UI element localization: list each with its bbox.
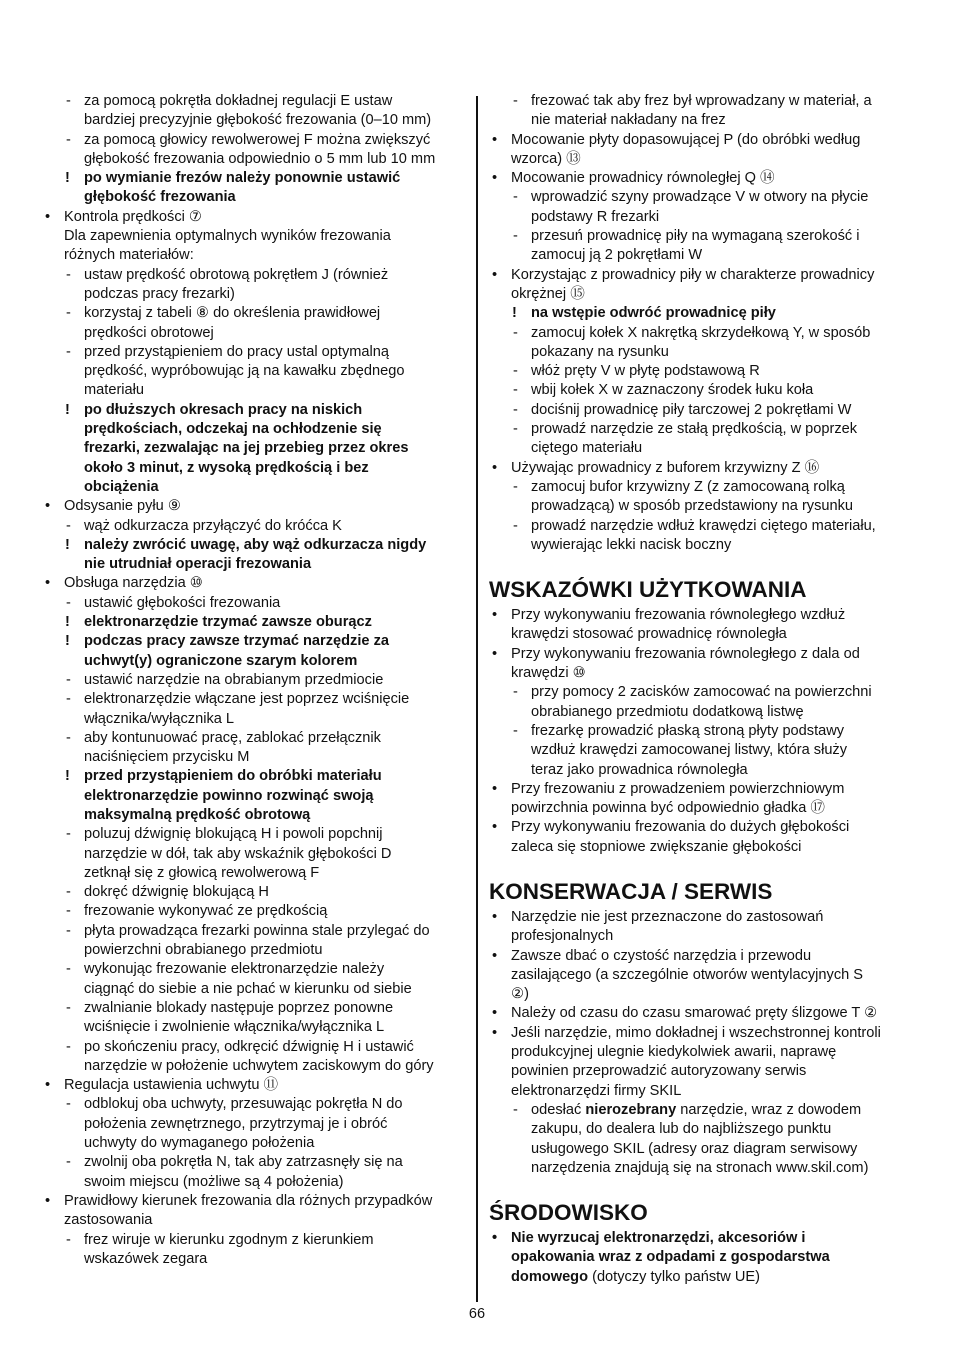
dash-marker: - bbox=[66, 961, 71, 978]
text-run: podstawy R frezarki bbox=[531, 208, 660, 225]
text-line bbox=[42, 748, 466, 767]
text-run: usługowego SKIL (adresy oraz diagram serwisowy bbox=[531, 1140, 858, 1157]
text-line bbox=[489, 703, 917, 722]
text-line bbox=[42, 690, 466, 709]
text-run: włóż pręty V w płytę podstawową R bbox=[531, 363, 760, 380]
text-run: prędkość, wypróbowując ją na kawałku zbędnego bbox=[84, 363, 405, 380]
text-run: uchwyt(y) ograniczone szarym kolorem bbox=[84, 652, 358, 669]
text-run: naciśnięciem przycisku M bbox=[84, 749, 250, 766]
text-run: narzędzie w położenie uchwytem zaciskowym do góry bbox=[84, 1057, 434, 1074]
bullet-marker: • bbox=[45, 1077, 51, 1094]
right-column bbox=[489, 92, 917, 1287]
text-line bbox=[42, 131, 466, 150]
text-line bbox=[489, 246, 917, 265]
text-run: zamocuj bufor krzywizny Z (z zamocowaną rolką bbox=[531, 478, 845, 495]
warning-marker: ! bbox=[512, 305, 517, 322]
page-number: 66 bbox=[468, 1306, 486, 1322]
text-line bbox=[489, 1024, 917, 1043]
text-line bbox=[42, 1076, 466, 1095]
text-run: frez wiruje w kierunku zgodnym z kierunkiem bbox=[84, 1231, 374, 1248]
text-run: poluzuj dźwignię blokującą H i powoli popchnij bbox=[84, 826, 383, 843]
text-run: zakupu, do dealera lub do najbliższego punktu bbox=[531, 1121, 832, 1138]
dash-marker: - bbox=[66, 1038, 71, 1055]
dash-marker: - bbox=[513, 1101, 518, 1118]
text-line bbox=[489, 169, 917, 188]
text-run: pokazany na rysunku bbox=[531, 343, 669, 360]
text-run: obrabianego przedmiotu dodatkową listwę bbox=[531, 703, 804, 720]
text-line bbox=[42, 1153, 466, 1172]
text-line bbox=[42, 343, 466, 362]
text-line bbox=[42, 381, 466, 400]
text-run: okrężnej ⑮ bbox=[511, 285, 585, 302]
text-line bbox=[489, 606, 917, 625]
dash-marker: - bbox=[513, 401, 518, 418]
bullet-marker: • bbox=[45, 575, 51, 592]
text-line bbox=[42, 1095, 466, 1114]
text-run: Jeśli narzędzie, mimo dokładnej i wszechstronnej kontroli bbox=[511, 1024, 881, 1041]
dash-marker: - bbox=[513, 684, 518, 701]
text-line bbox=[42, 1231, 466, 1250]
bullet-marker: • bbox=[492, 1024, 498, 1041]
text-run: odesłać bbox=[531, 1101, 586, 1118]
text-line bbox=[42, 1115, 466, 1134]
text-line bbox=[489, 741, 917, 760]
warning-marker: ! bbox=[65, 768, 70, 785]
text-run: produkcyjnej ulegnie kiedykolwiek awarii, naprawę bbox=[511, 1044, 837, 1061]
text-line bbox=[489, 324, 917, 343]
text-run: przed przystąpieniem do obróbki materiału bbox=[84, 768, 382, 785]
text-run: ciętego materiału bbox=[531, 440, 643, 457]
text-run: Kontrola prędkości ⑦ bbox=[64, 208, 203, 225]
text-line bbox=[42, 1211, 466, 1230]
text-run: prędkości obrotowej bbox=[84, 324, 214, 341]
text-run: swoim miejscu (możliwe są 4 położenia) bbox=[84, 1173, 344, 1190]
text-run: krawędzi stosować prowadnicę równoległa bbox=[511, 626, 787, 643]
text-line bbox=[489, 1101, 917, 1120]
text-line bbox=[42, 960, 466, 979]
text-line bbox=[42, 632, 466, 651]
bullet-marker: • bbox=[45, 1192, 51, 1209]
text-run: wskazówek zegara bbox=[84, 1250, 208, 1267]
text-run: prędkościach, odczekaj na ochłodzenie się bbox=[84, 421, 382, 438]
text-run: prowadź narzędzie wdłuż krawędzi ciętego materiału, bbox=[531, 517, 876, 534]
dash-marker: - bbox=[66, 517, 71, 534]
bullet-marker: • bbox=[492, 908, 498, 925]
warning-marker: ! bbox=[65, 633, 70, 650]
text-run: ustaw prędkość obrotową pokrętłem J (również bbox=[84, 266, 389, 283]
text-run: po dłuższych okresach pracy na niskich bbox=[84, 401, 363, 418]
text-run: wąż odkurzacza przyłączyć do króćca K bbox=[84, 517, 342, 534]
text-line bbox=[42, 1038, 466, 1057]
text-run: zwolnij oba pokrętła N, tak aby zatrzasnęły się na bbox=[84, 1154, 403, 1171]
dash-marker: - bbox=[66, 1231, 71, 1248]
dash-marker: - bbox=[66, 131, 71, 148]
section-heading: ŚRODOWISKO bbox=[489, 1200, 648, 1226]
text-line bbox=[489, 761, 917, 780]
text-run: podczas pracy zawsze trzymać narzędzie za bbox=[84, 633, 389, 650]
text-line bbox=[489, 478, 917, 497]
text-line bbox=[42, 555, 466, 574]
text-run: płyta prowadząca frezarki powinna stale przylegać do bbox=[84, 922, 430, 939]
text-line bbox=[42, 459, 466, 478]
text-run: maksymalną prędkość obrotową bbox=[84, 806, 311, 823]
text-line bbox=[42, 594, 466, 613]
text-line bbox=[489, 1248, 917, 1267]
text-line bbox=[489, 420, 917, 439]
bullet-marker: • bbox=[492, 780, 498, 797]
bullet-marker: • bbox=[492, 266, 498, 283]
text-line bbox=[489, 131, 917, 150]
bullet-marker: • bbox=[492, 131, 498, 148]
text-run: powirzchnia powinna być odpowiednio gładka ⑰ bbox=[511, 800, 825, 817]
text-run: Używając prowadnicy z buforem krzywizny Z ⑯ bbox=[511, 459, 820, 476]
text-line bbox=[489, 517, 917, 536]
text-line bbox=[489, 838, 917, 857]
text-line bbox=[42, 1018, 466, 1037]
text-run: Mocowanie prowadnicy równoległej Q ⑭ bbox=[511, 170, 775, 187]
text-line bbox=[42, 902, 466, 921]
text-run: położenia zewnętrznego, przytrzymaj je i obróć bbox=[84, 1115, 388, 1132]
text-line bbox=[42, 536, 466, 555]
text-run: prowadź narzędzie ze stałą prędkością, w poprzek bbox=[531, 421, 858, 438]
warning-marker: ! bbox=[65, 614, 70, 631]
text-run: elektronarzędzie włączane jest poprzez wciśnięcie bbox=[84, 691, 410, 708]
text-line bbox=[42, 208, 466, 227]
dash-marker: - bbox=[513, 189, 518, 206]
dash-marker: - bbox=[66, 594, 71, 611]
text-line bbox=[489, 227, 917, 246]
text-run: zamocuj kołek X nakrętką skrzydełkową Y, w sposób bbox=[531, 324, 871, 341]
text-line bbox=[489, 799, 917, 818]
text-run: nie materiał nakładany na frez bbox=[531, 112, 726, 129]
section-heading: WSKAZÓWKI UŻYTKOWANIA bbox=[489, 577, 807, 603]
text-line bbox=[489, 150, 917, 169]
text-line bbox=[489, 266, 917, 285]
text-run: elektronarzędzie trzymać zawsze oburącz bbox=[84, 614, 372, 631]
text-line bbox=[42, 246, 466, 265]
text-line bbox=[42, 111, 466, 130]
text-run: za pomocą pokrętła dokładnej regulacji E ustaw bbox=[84, 93, 393, 109]
text-line bbox=[42, 497, 466, 516]
text-line bbox=[42, 439, 466, 458]
dash-marker: - bbox=[66, 903, 71, 920]
text-line bbox=[42, 401, 466, 420]
text-line bbox=[489, 985, 917, 1004]
bullet-marker: • bbox=[492, 170, 498, 187]
text-line bbox=[489, 536, 917, 555]
dash-marker: - bbox=[513, 517, 518, 534]
text-run: Zawsze dbać o czystość narzędzia i przewodu bbox=[511, 947, 812, 964]
text-run: Nie wyrzucaj elektronarzędzi, akcesoriów i bbox=[511, 1230, 806, 1247]
text-line bbox=[42, 227, 466, 246]
dash-marker: - bbox=[513, 382, 518, 399]
text-line bbox=[42, 1250, 466, 1269]
text-run: zaleca się stopniowe zwiększanie głębokości bbox=[511, 838, 802, 855]
bullet-marker: • bbox=[492, 607, 498, 624]
text-line bbox=[489, 780, 917, 799]
text-run: wzorca) ⑬ bbox=[511, 150, 581, 167]
text-run: elektronarzędzie powinno rozwinąć swoją bbox=[84, 787, 374, 804]
text-run: należy zwrócić uwagę, aby wąż odkurzacza nigdy bbox=[84, 536, 427, 553]
column-divider bbox=[476, 96, 478, 1302]
text-line bbox=[489, 625, 917, 644]
text-run: Przy wykonywaniu frezowania równoległego z dala od bbox=[511, 645, 860, 662]
text-run: ustawić głębokości frezowania bbox=[84, 594, 281, 611]
text-run: odblokuj oba uchwyty, przesuwając pokrętła N do bbox=[84, 1096, 403, 1113]
text-line bbox=[489, 664, 917, 683]
text-line bbox=[42, 845, 466, 864]
text-line bbox=[42, 324, 466, 343]
text-line bbox=[489, 722, 917, 741]
text-line bbox=[42, 362, 466, 381]
text-line bbox=[489, 1043, 917, 1062]
text-line bbox=[42, 999, 466, 1018]
dash-marker: - bbox=[66, 1154, 71, 1171]
text-line bbox=[42, 613, 466, 632]
text-run: włącznika/wyłącznika L bbox=[84, 710, 235, 727]
text-run: Odsysanie pyłu ⑨ bbox=[64, 498, 181, 515]
text-line bbox=[489, 1229, 917, 1248]
text-run: elektronarzędzi firmy SKIL bbox=[511, 1082, 682, 1099]
bullet-marker: • bbox=[45, 208, 51, 225]
dash-marker: - bbox=[66, 729, 71, 746]
text-run: zastosowania bbox=[64, 1212, 153, 1229]
left-column bbox=[42, 92, 466, 1269]
text-run: dokręć dźwignię blokującą H bbox=[84, 884, 269, 901]
text-run: przesuń prowadnicę piły na wymaganą szerokość i bbox=[531, 228, 860, 245]
bold-text-run: domowego bbox=[511, 1268, 589, 1285]
text-line bbox=[489, 966, 917, 985]
dash-marker: - bbox=[66, 343, 71, 360]
text-line bbox=[42, 1134, 466, 1153]
text-run: około 3 minut, z wysoką prędkością i bez bbox=[84, 459, 369, 476]
text-run: narzędzie w dół, tak aby wskaźnik głębokości D bbox=[84, 845, 392, 862]
text-line bbox=[489, 927, 917, 946]
text-run: materiału bbox=[84, 382, 145, 399]
text-line bbox=[489, 908, 917, 927]
warning-marker: ! bbox=[65, 401, 70, 418]
warning-marker: ! bbox=[65, 170, 70, 187]
section-heading: KONSERWACJA / SERWIS bbox=[489, 878, 773, 904]
text-run: wykonując frezowanie elektronarzędzie należy bbox=[84, 961, 385, 978]
text-run: podczas pracy frezarki) bbox=[84, 285, 235, 302]
dash-marker: - bbox=[66, 826, 71, 843]
text-run: przy pomocy 2 zacisków zamocować na powierzchni bbox=[531, 684, 872, 701]
text-line bbox=[489, 1159, 917, 1178]
bullet-marker: • bbox=[492, 459, 498, 476]
text-line bbox=[489, 285, 917, 304]
text-run: Regulacja ustawienia uchwytu ⑪ bbox=[64, 1077, 279, 1094]
text-line bbox=[42, 825, 466, 844]
dash-marker: - bbox=[513, 478, 518, 495]
dash-marker: - bbox=[66, 671, 71, 688]
text-run: dociśnij prowadnicę piły tarczowej 2 pokrętłami W bbox=[531, 401, 852, 418]
text-line bbox=[489, 645, 917, 664]
text-line bbox=[489, 362, 917, 381]
text-run: frezarkę prowadzić płaską stroną płyty podstawy bbox=[531, 722, 845, 739]
text-line bbox=[42, 169, 466, 188]
text-run: za pomocą głowicy rewolwerowej F można zwiększyć bbox=[84, 131, 431, 148]
text-run: powinien przeprowadzić autoryzowany serwis bbox=[511, 1063, 807, 1080]
dash-marker: - bbox=[513, 228, 518, 245]
text-line bbox=[42, 188, 466, 207]
text-run: nie utrudniał operacji frezowania bbox=[84, 556, 312, 573]
text-line bbox=[42, 922, 466, 941]
text-line bbox=[489, 1004, 917, 1023]
text-line bbox=[42, 517, 466, 536]
text-line bbox=[42, 478, 466, 497]
text-run: na wstępie odwróć prowadnicę piły bbox=[531, 305, 776, 322]
text-line bbox=[489, 459, 917, 478]
text-run: po wymianie frezów należy ponownie ustawić bbox=[84, 170, 401, 187]
text-run: głębokość frezowania bbox=[84, 189, 236, 206]
dash-marker: - bbox=[66, 93, 71, 109]
text-line bbox=[489, 497, 917, 516]
text-run: Narzędzie nie jest przeznaczone do zastosowań bbox=[511, 908, 824, 925]
text-run: frezować tak aby frez był wprowadzany w materiał, a bbox=[531, 93, 872, 109]
dash-marker: - bbox=[513, 421, 518, 438]
text-run: po skończeniu pracy, odkręcić dźwignię H i ustawić bbox=[84, 1038, 414, 1055]
text-run: wprowadzić szyny prowadzące V w otwory na płycie bbox=[531, 189, 869, 206]
dash-marker: - bbox=[513, 722, 518, 739]
text-line bbox=[489, 818, 917, 837]
dash-marker: - bbox=[66, 922, 71, 939]
bullet-marker: • bbox=[492, 645, 498, 662]
dash-marker: - bbox=[66, 884, 71, 901]
text-run: prowadzącą) w sposób przedstawiony na rysunku bbox=[531, 498, 854, 515]
text-run: aby kontunuować pracę, zablokać przełącznik bbox=[84, 729, 381, 746]
text-line bbox=[489, 1120, 917, 1139]
text-line bbox=[489, 1268, 917, 1287]
warning-marker: ! bbox=[65, 536, 70, 553]
text-run: Dla zapewnienia optymalnych wyników frezowania bbox=[64, 228, 391, 245]
text-run: profesjonalnych bbox=[511, 928, 614, 945]
text-line bbox=[42, 767, 466, 786]
text-run: Przy frezowaniu z prowadzeniem powierzchniowym bbox=[511, 780, 845, 797]
text-line bbox=[42, 671, 466, 690]
text-line bbox=[42, 420, 466, 439]
text-line bbox=[42, 710, 466, 729]
text-run: zamocuj ją 2 pokrętłami W bbox=[531, 247, 703, 264]
text-run: obciążenia bbox=[84, 478, 159, 495]
text-line bbox=[489, 111, 917, 130]
text-run: wywierając lekki nacisk boczny bbox=[531, 536, 732, 553]
text-line bbox=[42, 806, 466, 825]
text-run: głębokość frezowania odpowiednio o 5 mm lub 10 mm bbox=[84, 150, 436, 167]
text-run: zasilającego (a szczególnie otworów wentylacyjnych S bbox=[511, 966, 864, 983]
text-line bbox=[42, 1173, 466, 1192]
text-run: Mocowanie płyty dopasowującej P (do obróbki według bbox=[511, 131, 861, 148]
text-line bbox=[489, 381, 917, 400]
text-line bbox=[489, 439, 917, 458]
text-line bbox=[42, 150, 466, 169]
text-line bbox=[42, 787, 466, 806]
text-run: (dotyczy tylko państw UE) bbox=[588, 1268, 760, 1285]
dash-marker: - bbox=[66, 1096, 71, 1113]
text-line bbox=[489, 1062, 917, 1081]
text-run: opakowania wraz z odpadami z gospodarstwa bbox=[511, 1249, 830, 1266]
text-line bbox=[42, 285, 466, 304]
dash-marker: - bbox=[66, 266, 71, 283]
text-line bbox=[42, 1192, 466, 1211]
text-line bbox=[489, 947, 917, 966]
text-run: wzdłuż krawędzi zamocowanej listwy, która służy bbox=[531, 742, 848, 759]
text-run: wbij kołek X w zaznaczony środek łuku koła bbox=[531, 382, 814, 399]
text-run: zwalnianie blokady następuje poprzez ponowne bbox=[84, 999, 394, 1016]
text-line bbox=[42, 1057, 466, 1076]
text-run: Przy wykonywaniu frezowania równoległego wzdłuż bbox=[511, 607, 846, 624]
text-run: ustawić narzędzie na obrabianym przedmiocie bbox=[84, 671, 384, 688]
text-run: krawędzi ⑩ bbox=[511, 665, 586, 682]
text-line bbox=[489, 401, 917, 420]
text-run: ②) bbox=[511, 986, 529, 1003]
text-line bbox=[42, 304, 466, 323]
text-line bbox=[42, 941, 466, 960]
text-run: różnych materiałów: bbox=[64, 247, 194, 264]
text-line bbox=[489, 92, 917, 111]
bullet-marker: • bbox=[45, 498, 51, 515]
dash-marker: - bbox=[513, 93, 518, 109]
text-run: przed przystąpieniem do pracy ustal optymalną bbox=[84, 343, 390, 360]
text-run: Korzystając z prowadnicy piły w charakterze prowadnicy bbox=[511, 266, 875, 283]
bullet-marker: • bbox=[492, 1230, 498, 1247]
text-run: uchwyty do wymaganego położenia bbox=[84, 1135, 315, 1152]
text-line bbox=[42, 980, 466, 999]
text-line bbox=[489, 188, 917, 207]
text-line bbox=[42, 652, 466, 671]
text-run: teraz jako prowadnica równoległa bbox=[531, 761, 748, 778]
text-line bbox=[42, 729, 466, 748]
text-run: powierzchni obrabianego przedmiotu bbox=[84, 942, 323, 959]
text-run: Obsługa narzędzia ⑩ bbox=[64, 575, 203, 592]
dash-marker: - bbox=[66, 691, 71, 708]
text-line bbox=[42, 883, 466, 902]
dash-marker: - bbox=[66, 999, 71, 1016]
text-line bbox=[42, 92, 466, 111]
text-line bbox=[489, 208, 917, 227]
text-line bbox=[489, 1082, 917, 1101]
bullet-marker: • bbox=[492, 819, 498, 836]
text-line bbox=[42, 266, 466, 285]
text-line bbox=[489, 683, 917, 702]
text-run: Prawidłowy kierunek frezowania dla różnych przypadków bbox=[64, 1192, 433, 1209]
bullet-marker: • bbox=[492, 1005, 498, 1022]
text-run: narzędzenia znajdują się na stronach www.skil.com) bbox=[531, 1159, 869, 1176]
text-run: Przy wykonywaniu frezowania do dużych głębokości bbox=[511, 819, 850, 836]
text-run: frezowanie wykonywać ze prędkością bbox=[84, 903, 328, 920]
bold-text-run: nierozebrany bbox=[585, 1101, 677, 1118]
dash-marker: - bbox=[66, 305, 71, 322]
bullet-marker: • bbox=[492, 947, 498, 964]
text-line bbox=[42, 574, 466, 593]
text-run: frezarki, zezwalając na jej przebieg przez okres bbox=[84, 440, 409, 457]
text-line bbox=[489, 304, 917, 323]
text-run: Należy od czasu do czasu smarować pręty ślizgowe T ② bbox=[511, 1005, 878, 1022]
text-line bbox=[42, 864, 466, 883]
dash-marker: - bbox=[513, 324, 518, 341]
text-run: zetknął się z głowicą rewolwerową F bbox=[84, 864, 320, 881]
text-run: bardziej precyzyjnie głębokość frezowania (0–10 mm) bbox=[84, 112, 432, 129]
dash-marker: - bbox=[513, 363, 518, 380]
text-run: korzystaj z tabeli ⑧ do określenia prawidłowej bbox=[84, 305, 381, 322]
text-run: narzędzie, wraz z dowodem bbox=[676, 1101, 862, 1118]
text-line bbox=[489, 1140, 917, 1159]
text-line bbox=[489, 343, 917, 362]
text-run: ciągnąć do siebie a nie pchać w kierunku od siebie bbox=[84, 980, 412, 997]
text-run: wciśnięcie i zwolnienie włącznika/wyłącznika L bbox=[84, 1019, 385, 1036]
